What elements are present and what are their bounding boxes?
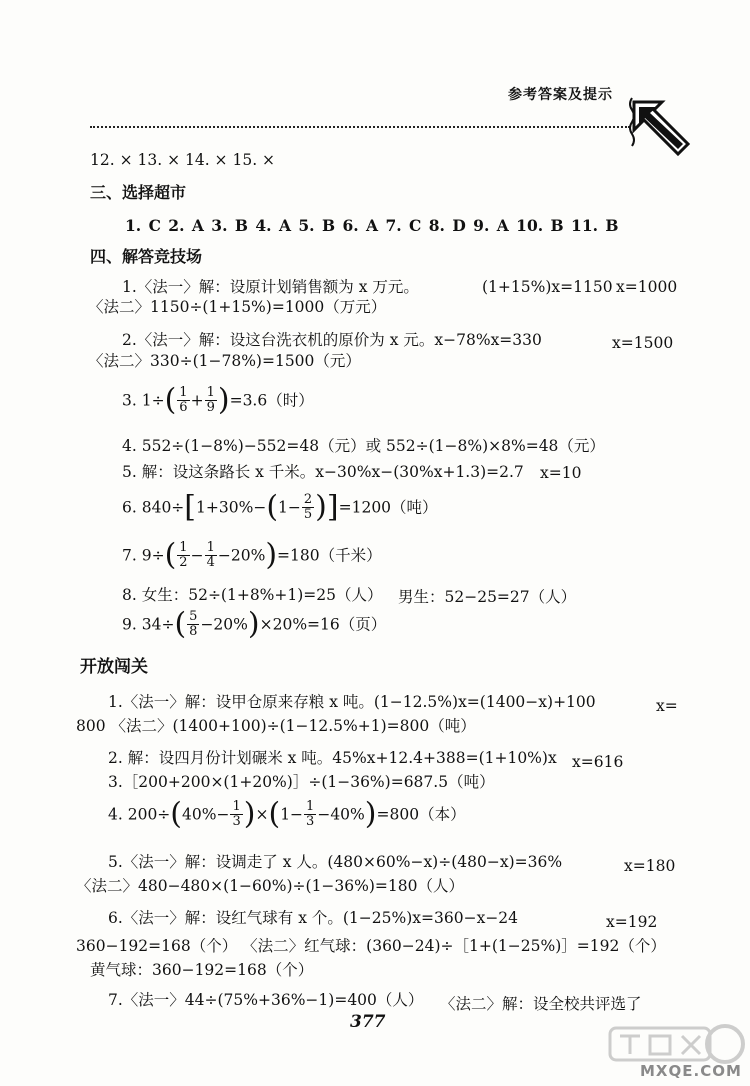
q7-fraction-1	[177, 541, 189, 570]
o4-fraction-2-num: 1	[306, 799, 315, 814]
q3-fraction-2-num: 1	[206, 385, 215, 400]
header-dotted-rule	[90, 126, 630, 128]
arrow-icon	[626, 90, 696, 160]
q5-result: x=10	[540, 464, 582, 482]
q3-fraction-2	[205, 386, 217, 415]
o2-result: x=616	[572, 753, 624, 771]
o6-result: x=192	[606, 913, 658, 931]
q6-fraction-num: 2	[303, 492, 313, 507]
q3-paren-left: (	[164, 382, 177, 418]
q9-prefix: 9. 34÷	[122, 615, 175, 634]
q7-fraction-1-den: 2	[179, 555, 188, 570]
q9-fraction	[187, 610, 199, 639]
q3-fraction-1-den: 6	[179, 400, 188, 415]
q6-part1: 1+30%−	[196, 498, 267, 517]
o4-fraction-1	[230, 800, 242, 829]
header-title: 参考答案及提示	[508, 87, 613, 103]
q7-result: =180（千米）	[277, 546, 382, 565]
q5-line: 5. 解：设这条路长 x 千米。x−30%x−(30%x+1.3)=2.7	[122, 463, 524, 481]
q6-line	[122, 489, 438, 533]
q7-prefix: 7. 9÷	[122, 546, 165, 565]
o1-line1: 1.〈法一〉解：设甲仓原来存粮 x 吨。(1−12.5%)x=(1400−x)+100	[108, 693, 596, 711]
o4-part2: 1−	[280, 805, 304, 824]
q3-fraction-1	[177, 386, 189, 415]
q4-line: 4. 552÷(1−8%)−552=48（元）或 552÷(1−8%)×8%=48（元）	[122, 437, 605, 455]
o5-line1: 5.〈法一〉解：设调走了 x 人。(480×60%−x)÷(480−x)=36%	[108, 853, 563, 871]
o5-line2: 〈法二〉480−480×(1−60%)÷(1−36%)=180（人）	[76, 877, 464, 895]
o4-fraction-2	[304, 800, 316, 829]
o4-prefix: 4. 200÷	[108, 805, 171, 824]
judge-answers: 12. × 13. × 14. × 15. ×	[90, 151, 276, 169]
o4-times: ×	[255, 805, 269, 824]
o4-paren-left-2: (	[268, 796, 281, 832]
q7-fraction-2-num: 1	[206, 540, 215, 555]
o4-paren-left-1: (	[170, 796, 183, 832]
q3-result: =3.6（时）	[229, 391, 314, 410]
q1-result: x=1000	[616, 278, 678, 296]
q1-line1: 1.〈法一〉解：设原计划销售额为 x 万元。	[122, 278, 419, 296]
o3-line: 3.［200+200×(1+20%)］÷(1−36%)=687.5（吨）	[108, 773, 495, 791]
o4-line	[108, 796, 466, 840]
q6-bracket-right: ]	[326, 489, 339, 525]
q9-fraction-num: 5	[189, 609, 198, 624]
q2-result: x=1500	[612, 334, 674, 352]
o4-result: =800（本）	[376, 805, 466, 824]
o4-paren-right-2: )	[364, 796, 377, 832]
q7-minus-percent: −20%	[217, 546, 266, 565]
o1-line2: 800 〈法二〉(1400+100)÷(1−12.5%+1)=800（吨）	[76, 717, 476, 735]
o4-part1: 40%−	[182, 805, 230, 824]
o4-fraction-2-den: 3	[306, 814, 315, 829]
q9-result: ×20%=16（页）	[259, 615, 387, 634]
q6-fraction	[302, 493, 314, 522]
q3-fraction-2-den: 9	[206, 400, 215, 415]
o1-x: x=	[656, 697, 678, 715]
page-number: 377	[350, 1012, 386, 1032]
q7-paren-left: (	[164, 537, 177, 573]
q7-line	[122, 537, 382, 581]
q7-minus: −	[190, 546, 204, 565]
q3-prefix: 3. 1÷	[122, 391, 165, 410]
q6-paren-left: (	[266, 489, 279, 525]
q2-line2: 〈法二〉330÷(1−78%)=1500（元）	[88, 352, 361, 370]
q3-plus: +	[190, 391, 204, 410]
q7-fraction-1-num: 1	[179, 540, 188, 555]
q6-part2: 1−	[278, 498, 301, 517]
q7-fraction-2-den: 4	[206, 555, 215, 570]
q9-paren-right: )	[247, 606, 260, 642]
q6-bracket-left: [	[184, 489, 197, 525]
o6-line3: 黄气球：360−192=168（个）	[90, 961, 314, 979]
q9-minus-percent: −20%	[200, 615, 248, 634]
q6-result: =1200（吨）	[338, 498, 438, 517]
q8-boys: 男生：52−25=27（人）	[398, 588, 577, 606]
q2-line1: 2.〈法一〉解：设这台洗衣机的原价为 x 元。x−78%x=330	[122, 331, 542, 349]
q6-paren-right: )	[315, 489, 327, 525]
o5-result: x=180	[624, 857, 676, 875]
o2-line: 2. 解：设四月份计划碾米 x 吨。45%x+12.4+388=(1+10%)x	[108, 749, 557, 767]
q1-eq: (1+15%)x=1150	[482, 278, 613, 296]
o7-line1: 7.〈法一〉44÷(75%+36%−1)=400（人）	[108, 991, 424, 1009]
o6-line2: 360−192=168（个） 〈法二〉红气球：(360−24)÷［1+(1−25%)］=192（个）	[76, 937, 666, 955]
o6-line1: 6.〈法一〉解：设红气球有 x 个。(1−25%)x=360−x−24	[108, 909, 519, 927]
q6-prefix: 6. 840÷	[122, 498, 185, 517]
q7-paren-right: )	[265, 537, 278, 573]
q9-fraction-den: 8	[189, 624, 198, 639]
q3-paren-right: )	[217, 382, 230, 418]
o4-fraction-1-num: 1	[232, 799, 241, 814]
q1-line2: 〈法二〉1150÷(1+15%)=1000（万元）	[88, 298, 387, 316]
q9-line	[122, 606, 387, 650]
o4-paren-right-1: )	[243, 796, 256, 832]
o4-fraction-1-den: 3	[232, 814, 241, 829]
q3-line	[122, 382, 314, 426]
o4-minus-percent: −40%	[317, 805, 365, 824]
q6-fraction-den: 5	[303, 507, 313, 522]
watermark-text: MXQE.COM	[640, 1062, 742, 1080]
section-title-solve: 四、解答竞技场	[90, 247, 203, 266]
q8-girls: 8. 女生：52÷(1+8%+1)=25（人）	[122, 586, 383, 604]
q9-paren-left: (	[174, 606, 187, 642]
section-title-choice: 三、选择超市	[90, 183, 187, 202]
q7-fraction-2	[205, 541, 217, 570]
section-title-open: 开放闯关	[80, 657, 148, 677]
choice-answers: 1. C 2. A 3. B 4. A 5. B 6. A 7. C 8. D 9. A 10. B 11. B	[125, 216, 619, 235]
o7-line2: 〈法二〉解：设全校共评选了	[440, 995, 642, 1013]
q3-fraction-1-num: 1	[179, 385, 188, 400]
